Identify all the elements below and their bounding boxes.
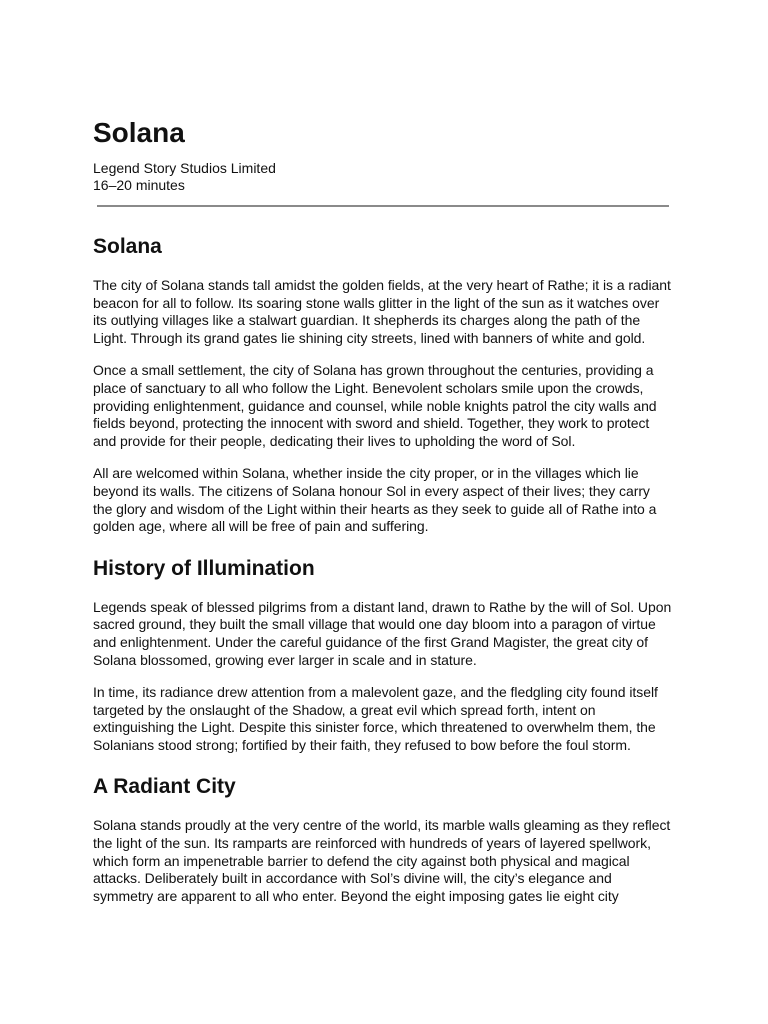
paragraph: In time, its radiance drew attention from a malevolent gaze, and the fledgling city found itself targeted by the onslaught of the Shadow, a great evil which spread forth, intent on extinguishing the Light. Despite this sinister force, which threatened to overwhelm them, the Solanians stood strong; fortified by their faith, they refused to bow before the foul storm. <box>93 684 658 753</box>
document-title: Solana <box>93 117 185 148</box>
section-history-of-illumination <box>93 556 673 755</box>
document-meta <box>93 160 673 194</box>
paragraph: Once a small settlement, the city of Solana has grown throughout the centuries, providing a place of sanctuary to all who follow the Light. Benevolent scholars smile upon the crowds, providing enlightenment, guidance and counsel, while noble knights patrol the city walls and fields beyond, protecting the innocent with sword and shield. Together, they work to protect and provide for their people, dedicating their lives to upholding the word of Sol. <box>93 362 657 449</box>
paragraph: Legends speak of blessed pilgrims from a distant land, drawn to Rathe by the will of Sol. Upon sacred ground, they built the small village that would one day bloom into a paragon of virtue and enlightenment. Under the careful guidance of the first Grand Magister, the great city of Solana blossomed, growing ever larger in scale and in stature. <box>93 598 672 668</box>
article <box>93 116 673 905</box>
section-heading: Solana <box>93 235 162 258</box>
read-time: 16–20 minutes <box>93 177 185 193</box>
header-divider <box>97 205 669 207</box>
section-heading: A Radiant City <box>93 775 236 799</box>
section-solana <box>93 234 673 536</box>
paragraph: All are welcomed within Solana, whether inside the city proper, or in the villages which lie beyond its walls. The citizens of Solana honour Sol in every aspect of their lives; they carry the glory and wisdom of the Light within their hearts as they seek to guide all of Rathe into a golden age, where all will be free of pain and suffering. <box>93 465 657 535</box>
section-a-radiant-city <box>93 774 673 905</box>
paragraph: Solana stands proudly at the very centre of the world, its marble walls gleaming as they reflect the light of the sun. Its ramparts are reinforced with hundreds of years of layered spellwork, which form an impenetrable barrier to defend the city against both physical and magical attacks. Deliberately built in accordance with Sol’s divine will, the city’s elegance and symmetry are apparent to all who enter. Beyond the eight imposing gates lie eight city <box>93 817 671 904</box>
section-heading: History of Illumination <box>93 556 315 580</box>
publisher: Legend Story Studios Limited <box>93 160 276 176</box>
paragraph: The city of Solana stands tall amidst the golden fields, at the very heart of Rathe; it is a radiant beacon for all to follow. Its soaring stone walls glitter in the light of the sun as it watches over its outlying villages like a stalwart guardian. It shepherds its charges along the path of the Light. Through its grand gates lie shining city streets, lined with banners of white and gold. <box>93 277 671 346</box>
